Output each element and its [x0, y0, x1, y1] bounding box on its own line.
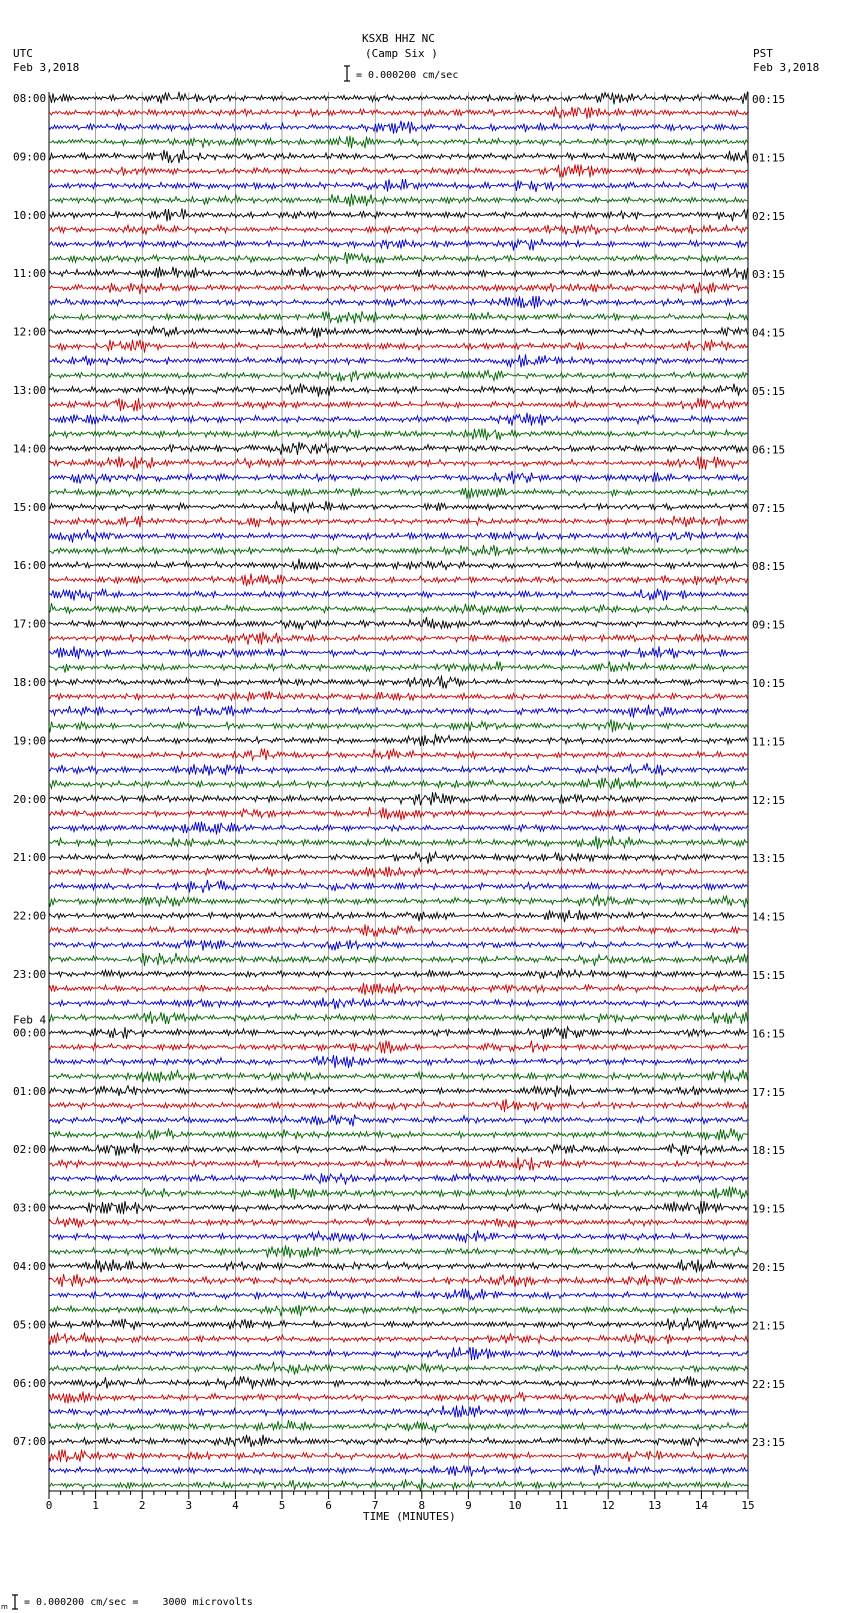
utc-hour-label: 01:00 [13, 1084, 47, 1098]
pst-hour-label: 01:15 [752, 151, 786, 165]
trace-line [49, 1260, 748, 1273]
pst-hour-label: 05:15 [752, 385, 786, 398]
trace-line [49, 867, 748, 878]
pst-hour-label: 15:15 [752, 969, 786, 982]
trace-line [49, 836, 748, 849]
footer-scale-bar-icon [0, 1593, 22, 1611]
x-tick-label: 14 [694, 1499, 709, 1512]
trace-line [49, 1376, 748, 1389]
pst-hour-label: 03:15 [752, 268, 786, 282]
trace-line [49, 559, 748, 571]
pst-hour-label: 22:15 [752, 1377, 786, 1391]
trace-line [49, 442, 748, 455]
trace-line [49, 719, 748, 732]
trace-line [49, 1173, 748, 1184]
trace-line [49, 968, 748, 978]
time-axis [46, 1491, 755, 1512]
trace-line [49, 1041, 748, 1054]
trace-line [49, 953, 748, 966]
trace-line [49, 998, 748, 1010]
trace-line [49, 471, 748, 484]
trace-line [49, 1465, 748, 1477]
trace-line [49, 749, 748, 761]
trace-line [49, 165, 748, 178]
trace-line [49, 1115, 748, 1127]
trace-line [49, 296, 748, 309]
pst-hour-label: 07:15 [752, 501, 786, 515]
utc-hour-label: 06:00 [13, 1376, 47, 1390]
footer-scale-text: = 0.000200 cm/sec = 3000 microvolts [24, 1597, 253, 1608]
trace-line [49, 1099, 748, 1112]
trace-line [49, 282, 748, 294]
trace-line [49, 895, 748, 908]
trace-line [49, 1143, 748, 1156]
trace-line [49, 1435, 748, 1447]
pst-hour-label: 13:15 [752, 852, 786, 866]
pst-hour-label: 00:15 [752, 93, 786, 106]
trace-line [49, 676, 748, 689]
trace-line [49, 1027, 748, 1039]
trace-line [49, 589, 748, 601]
trace-line [49, 924, 748, 936]
x-tick-label: 6 [325, 1499, 332, 1512]
right-date: Feb 3,2018 [753, 61, 820, 74]
x-tick-label: 8 [418, 1499, 426, 1512]
x-tick-label: 5 [278, 1499, 286, 1512]
seismic-traces [49, 92, 748, 1492]
pst-hour-label: 11:15 [752, 735, 786, 749]
trace-line [49, 457, 748, 470]
trace-line [49, 252, 748, 264]
utc-hour-label: 14:00 [13, 442, 47, 456]
x-tick-label: 1 [92, 1499, 99, 1512]
x-tick-label: 11 [554, 1499, 569, 1512]
x-tick-label: 4 [232, 1499, 239, 1512]
pst-hour-label: 14:15 [752, 910, 786, 924]
trace-line [49, 92, 748, 105]
utc-hour-label: 02:00 [13, 1143, 47, 1157]
utc-hour-label: 20:00 [13, 792, 47, 806]
trace-line [49, 1362, 748, 1375]
trace-line [49, 225, 748, 235]
utc-hour-label: 00:00 [13, 1026, 47, 1040]
trace-line [49, 1333, 748, 1345]
utc-hour-label: 11:00 [13, 267, 47, 281]
trace-line [49, 1420, 748, 1432]
trace-line [49, 1055, 748, 1068]
pst-hour-label: 02:15 [752, 209, 786, 223]
trace-line [49, 311, 748, 323]
trace-line [49, 326, 748, 338]
trace-line [49, 354, 748, 367]
trace-line [49, 1070, 748, 1083]
utc-hour-label: 15:00 [13, 500, 47, 514]
pst-hour-label: 08:15 [752, 560, 786, 574]
trace-line [49, 705, 748, 718]
trace-line [49, 646, 748, 659]
x-tick-label: 13 [648, 1499, 662, 1512]
utc-hour-label: 16:00 [13, 559, 47, 573]
x-tick-label: 0 [45, 1499, 53, 1512]
trace-line [49, 778, 748, 790]
trace-line [49, 632, 748, 645]
trace-line [49, 661, 748, 672]
trace-line [49, 239, 748, 251]
trace-line [49, 179, 748, 192]
utc-hour-label: 18:00 [13, 676, 47, 689]
utc-hour-label: 07:00 [13, 1435, 47, 1449]
utc-hour-label: 19:00 [13, 734, 47, 748]
trace-line [49, 1305, 748, 1317]
trace-line [49, 852, 748, 864]
scale-bar-icon [343, 65, 351, 83]
trace-line [49, 150, 748, 163]
left-timezone: UTC [13, 47, 33, 60]
trace-line [49, 617, 748, 630]
trace-line [49, 340, 748, 353]
trace-line [49, 822, 748, 835]
trace-line [49, 398, 748, 411]
station-title: KSXB HHZ NC [362, 32, 435, 45]
pst-hour-label: 18:15 [752, 1144, 786, 1158]
x-tick-label: 3 [185, 1499, 193, 1512]
trace-line [49, 1289, 748, 1300]
svg-text:m: m [1, 1603, 8, 1611]
trace-line [49, 194, 748, 207]
trace-line [49, 1245, 748, 1258]
utc-hour-label: 23:00 [13, 968, 47, 981]
pst-hour-label: 12:15 [752, 793, 786, 807]
trace-line [49, 983, 748, 995]
trace-line [49, 1157, 748, 1170]
trace-line [49, 1274, 748, 1287]
trace-line [49, 413, 748, 426]
trace-line [49, 1201, 748, 1214]
date-change-label: Feb 4 [13, 1013, 47, 1027]
trace-line [49, 136, 748, 149]
pst-hour-label: 04:15 [752, 326, 786, 340]
trace-line [49, 1128, 748, 1141]
trace-line [49, 734, 748, 746]
trace-line [49, 1479, 748, 1492]
trace-line [49, 1218, 748, 1229]
trace-line [49, 574, 748, 587]
x-tick-label: 7 [371, 1499, 379, 1512]
left-date: Feb 3,2018 [13, 61, 80, 74]
trace-line [49, 384, 748, 397]
x-tick-label: 10 [508, 1499, 522, 1512]
trace-line [49, 1011, 748, 1024]
utc-hour-label: 08:00 [13, 92, 47, 105]
trace-line [49, 121, 748, 134]
trace-line [49, 267, 748, 280]
utc-hour-label: 12:00 [13, 325, 47, 339]
utc-hour-label: 21:00 [13, 851, 47, 865]
station-location: (Camp Six ) [365, 47, 438, 60]
utc-hour-label: 22:00 [13, 909, 47, 923]
trace-line [49, 792, 748, 805]
scale-text: = 0.000200 cm/sec [356, 70, 459, 81]
trace-line [49, 691, 748, 701]
pst-hour-label: 21:15 [752, 1319, 786, 1333]
utc-hour-label: 17:00 [13, 617, 47, 631]
pst-hour-label: 23:15 [752, 1436, 786, 1450]
trace-line [49, 545, 748, 556]
trace-line [49, 603, 748, 615]
trace-line [49, 1231, 748, 1243]
x-tick-label: 12 [601, 1499, 615, 1512]
trace-line [49, 940, 748, 951]
utc-hour-label: 09:00 [13, 150, 47, 164]
trace-line [49, 429, 748, 441]
utc-hour-label: 05:00 [13, 1318, 47, 1332]
pst-hour-label: 06:15 [752, 443, 786, 457]
x-axis-label: TIME (MINUTES) [363, 1510, 456, 1523]
trace-line [49, 1347, 748, 1360]
trace-line [49, 1318, 748, 1331]
utc-hour-label: 10:00 [13, 208, 47, 222]
trace-line [49, 107, 748, 119]
trace-line [49, 370, 748, 382]
trace-line [49, 488, 748, 499]
trace-line [49, 530, 748, 543]
x-tick-label: 2 [138, 1499, 146, 1512]
trace-line [49, 1187, 748, 1200]
trace-line [49, 1085, 748, 1097]
utc-hour-label: 04:00 [13, 1260, 47, 1273]
trace-line [49, 516, 748, 527]
trace-line [49, 208, 748, 221]
x-tick-label: 15 [741, 1499, 755, 1512]
pst-hour-label: 16:15 [752, 1027, 786, 1041]
trace-line [49, 1449, 748, 1462]
trace-line [49, 501, 748, 513]
trace-line [49, 910, 748, 922]
pst-hour-label: 20:15 [752, 1261, 786, 1274]
pst-hour-label: 09:15 [752, 618, 786, 632]
trace-line [49, 1406, 748, 1418]
trace-line [49, 807, 748, 820]
right-timezone: PST [753, 47, 773, 60]
x-tick-label: 9 [465, 1499, 472, 1512]
pst-hour-label: 19:15 [752, 1202, 786, 1216]
trace-line [49, 880, 748, 893]
utc-hour-label: 03:00 [13, 1201, 47, 1215]
trace-line [49, 1391, 748, 1403]
pst-hour-label: 17:15 [752, 1085, 786, 1099]
pst-hour-label: 10:15 [752, 677, 786, 690]
utc-hour-label: 13:00 [13, 384, 47, 397]
trace-line [49, 763, 748, 776]
